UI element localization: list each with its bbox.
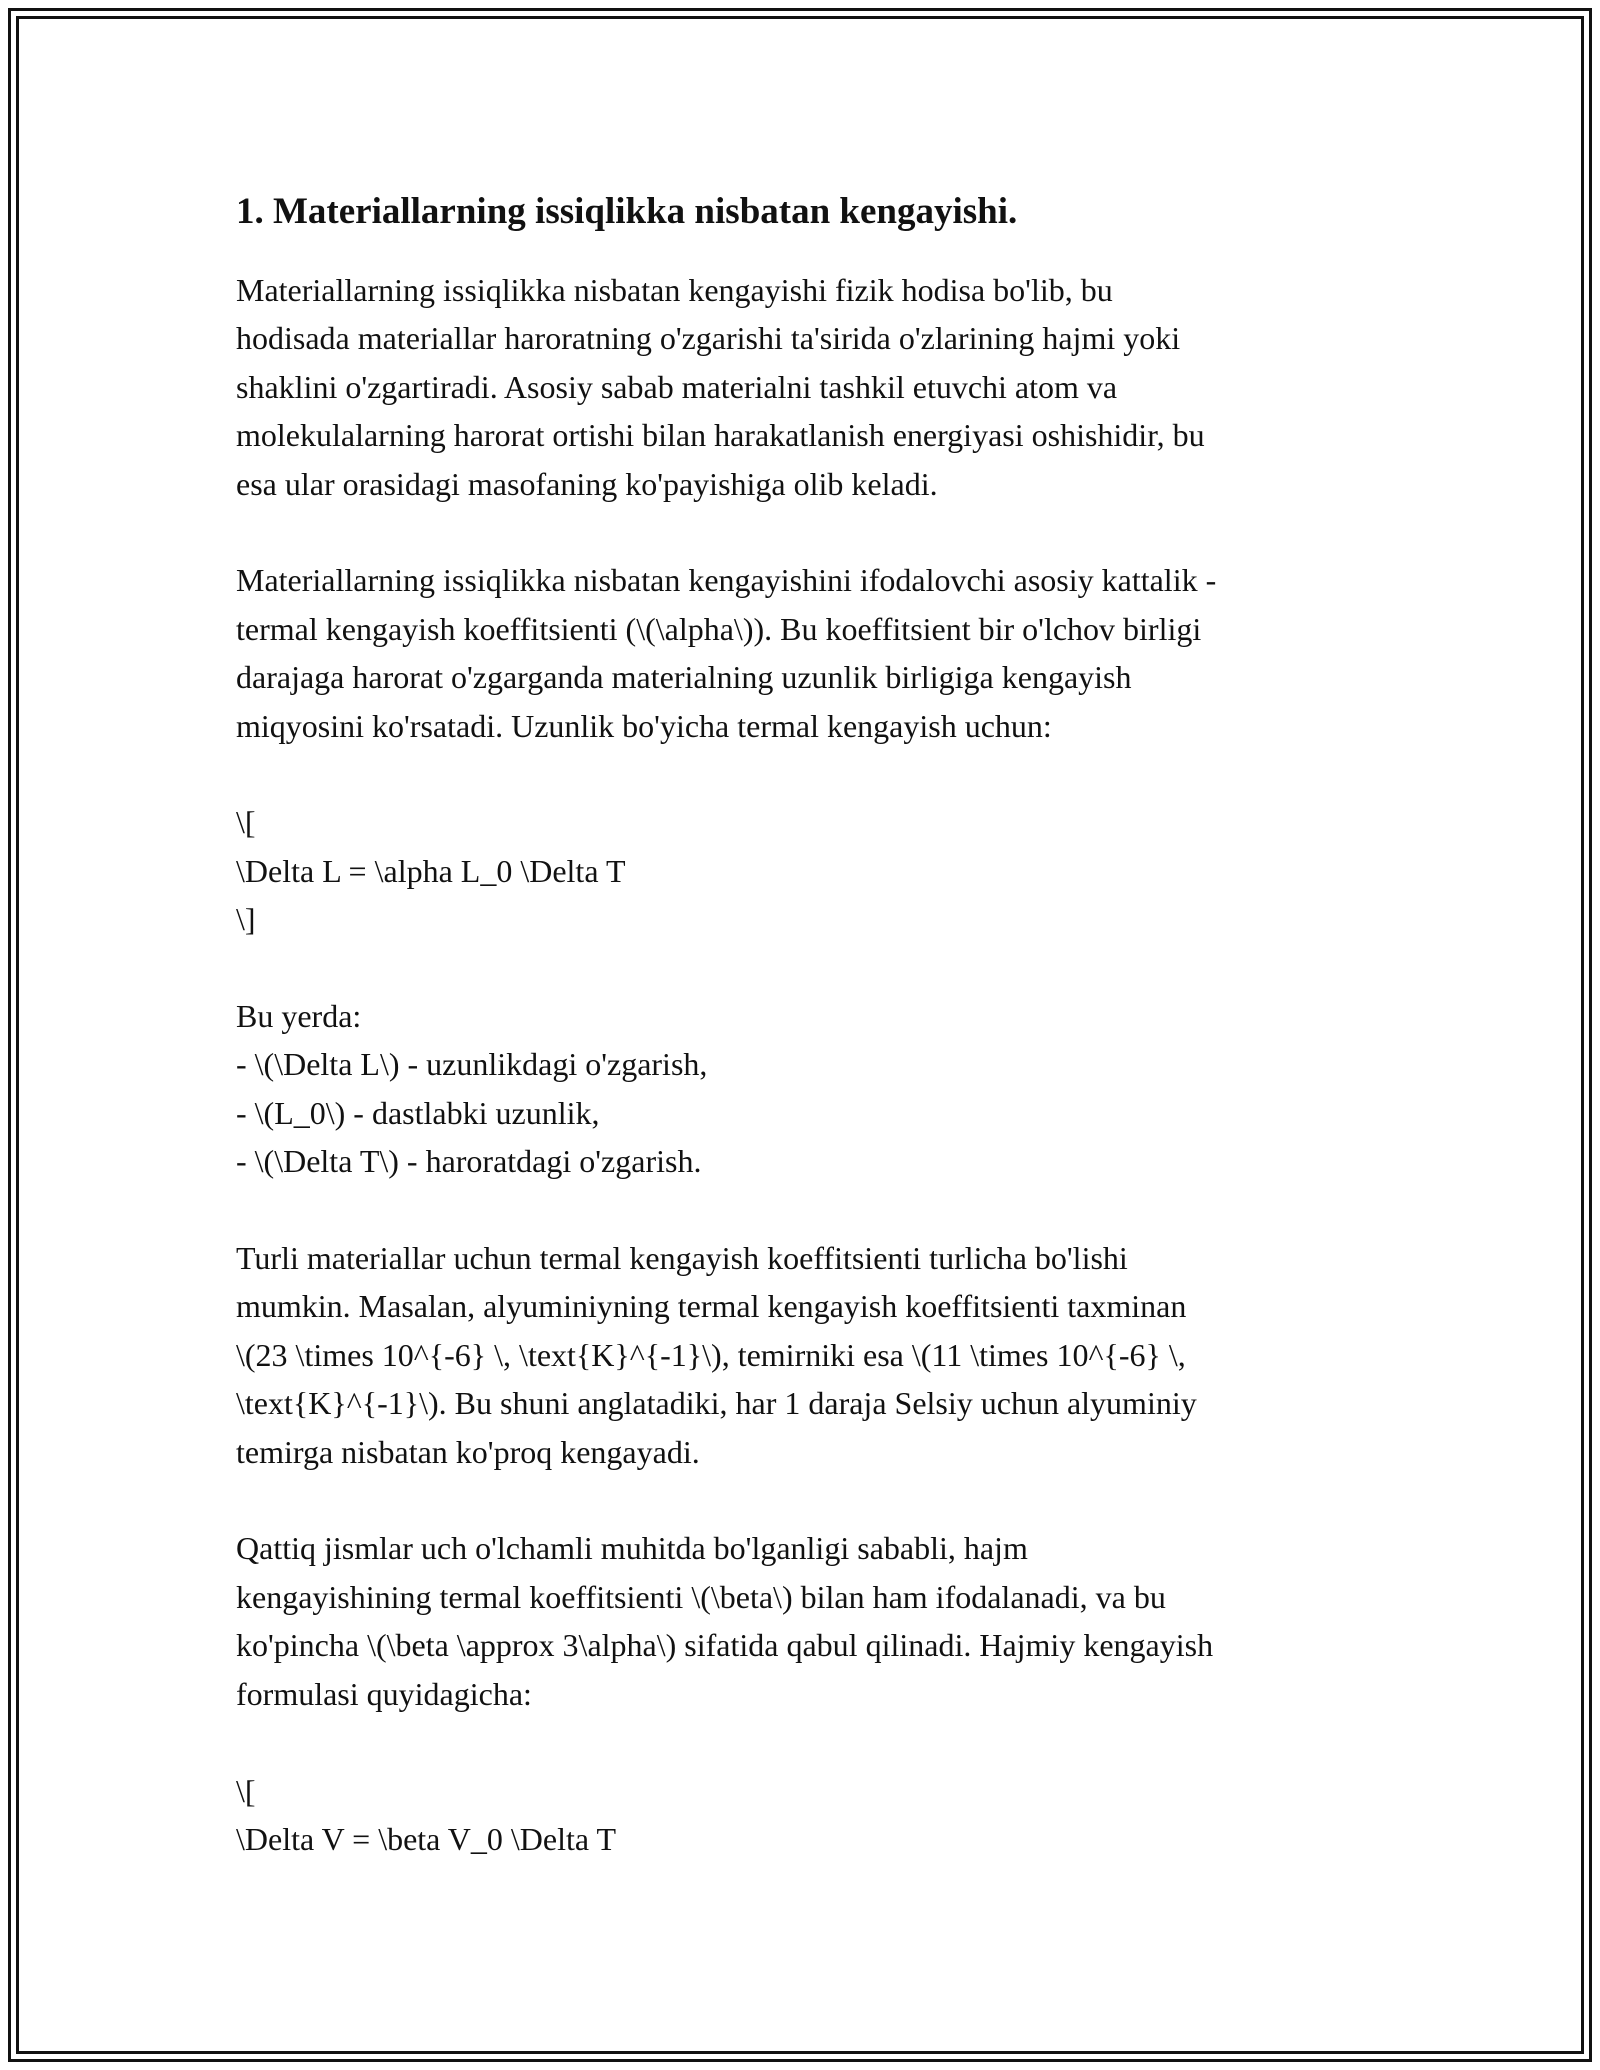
text-line: \text{K}^{-1}\). Bu shuni anglatadiki, har 1 daraja Selsiy uchun alyuminiy bbox=[236, 1385, 1197, 1422]
text-line: hodisada materiallar haroratning o'zgarishi ta'sirida o'zlarining hajmi yoki bbox=[236, 320, 1181, 357]
paragraph-coefficient bbox=[236, 556, 1386, 750]
formula-line: \[ bbox=[236, 1772, 256, 1809]
text-line: temirga nisbatan ko'proq kengayadi. bbox=[236, 1433, 700, 1470]
formula-linear-expansion bbox=[236, 798, 1386, 943]
text-line: kengayishining termal koeffitsienti \(\beta\) bilan ham ifodalanadi, va bu bbox=[236, 1578, 1166, 1615]
text-line: mumkin. Masalan, alyuminiyning termal kengayish koeffitsienti taxminan bbox=[236, 1288, 1187, 1325]
section-heading: 1. Materiallarning issiqlikka nisbatan kengayishi. bbox=[236, 191, 1018, 232]
text-line: Qattiq jismlar uch o'lchamli muhitda bo'lganligi sababli, hajm bbox=[236, 1530, 1028, 1567]
text-line: termal kengayish koeffitsienti (\(\alpha\)). Bu koeffitsient bir o'lchov birligi bbox=[236, 610, 1202, 647]
text-line: Turli materiallar uchun termal kengayish koeffitsienti turlicha bo'lishi bbox=[236, 1240, 1128, 1277]
formula-line: \[ bbox=[236, 804, 256, 841]
text-line: formulasi quyidagicha: bbox=[236, 1675, 532, 1712]
document-body bbox=[236, 186, 1386, 1912]
text-line: Materiallarning issiqlikka nisbatan kengayishi fizik hodisa bo'lib, bu bbox=[236, 272, 1113, 308]
text-line: darajaga harorat o'zgarganda materialning uzunlik birligiga kengayish bbox=[236, 659, 1132, 696]
text-line: miqyosini ko'rsatadi. Uzunlik bo'yicha termal kengayish uchun: bbox=[236, 707, 1052, 744]
paragraph-volume bbox=[236, 1524, 1386, 1718]
text-line: shaklini o'zgartiradi. Asosiy sabab materialni tashkil etuvchi atom va bbox=[236, 368, 1118, 405]
text-line: Materiallarning issiqlikka nisbatan kengayishini ifodalovchi asosiy kattalik - bbox=[236, 562, 1217, 599]
formula-volume-expansion bbox=[236, 1767, 1386, 1864]
formula-line: \Delta V = \beta V_0 \Delta T bbox=[236, 1820, 617, 1857]
text-line: \(23 \times 10^{-6} \, \text{K}^{-1}\), temirniki esa \(11 \times 10^{-6} \, bbox=[236, 1336, 1186, 1373]
paragraph-materials bbox=[236, 1234, 1386, 1476]
list-item: - \(L_0\) - dastlabki uzunlik, bbox=[236, 1094, 600, 1131]
text-line: Bu yerda: bbox=[236, 998, 362, 1035]
text-line: molekulalarning harorat ortishi bilan harakatlanish energiyasi oshishidir, bu bbox=[236, 417, 1205, 454]
text-line: esa ular orasidagi masofaning ko'payishiga olib keladi. bbox=[236, 465, 938, 502]
formula-line: \Delta L = \alpha L_0 \Delta T bbox=[236, 852, 626, 889]
paragraph-intro bbox=[236, 266, 1386, 508]
list-item: - \(\Delta L\) - uzunlikdagi o'zgarish, bbox=[236, 1046, 708, 1083]
paragraph-definitions bbox=[236, 992, 1386, 1186]
text-line: ko'pincha \(\beta \approx 3\alpha\) sifatida qabul qilinadi. Hajmiy kengayish bbox=[236, 1627, 1214, 1664]
formula-line: \] bbox=[236, 901, 256, 938]
list-item: - \(\Delta T\) - haroratdagi o'zgarish. bbox=[236, 1143, 702, 1180]
